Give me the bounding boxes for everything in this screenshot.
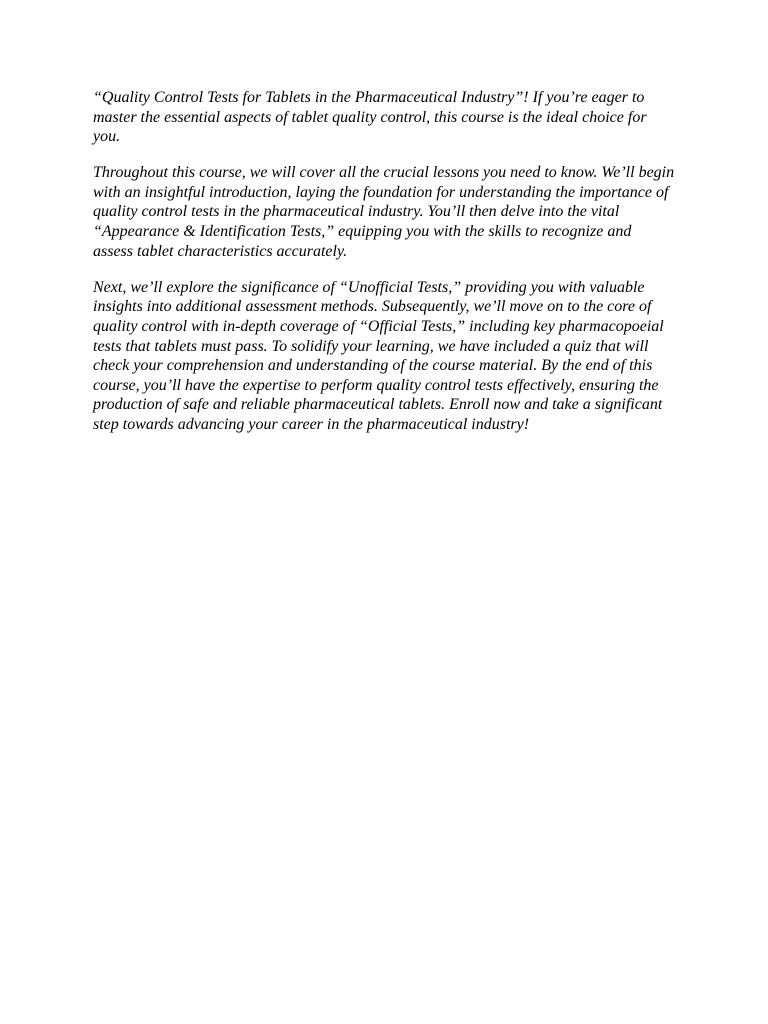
- document-body: [93, 88, 675, 451]
- paragraph-course-overview: Throughout this course, we will cover all the crucial lessons you need to know. We’ll begin with an insightful introduction, laying the foundation for understanding the importance of quality control tests in the pharmaceutical industry. You’ll then delve into the vital “Appearance & Identification Tests,” equipping you with the skills to recognize and assess tablet characteristics accurately.: [93, 164, 675, 260]
- paragraph-intro: “Quality Control Tests for Tablets in the Pharmaceutical Industry”! If you’re eager to master the essential aspects of tablet quality control, this course is the ideal choice for you.: [93, 89, 647, 146]
- paragraph-course-details: Next, we’ll explore the significance of “Unofficial Tests,” providing you with valuable insights into additional assessment methods. Subsequently, we’ll move on to the core of quality control with in-depth coverage of “Official Tests,” including key pharmacopoeial tests that tablets must pass. To solidify your learning, we have included a quiz that will check your comprehension and understanding of the course material. By the end of this course, you’ll have the expertise to perform quality control tests effectively, ensuring the production of safe and reliable pharmaceutical tablets. Enroll now and take a significant step towards advancing your career in the pharmaceutical industry!: [93, 278, 664, 433]
